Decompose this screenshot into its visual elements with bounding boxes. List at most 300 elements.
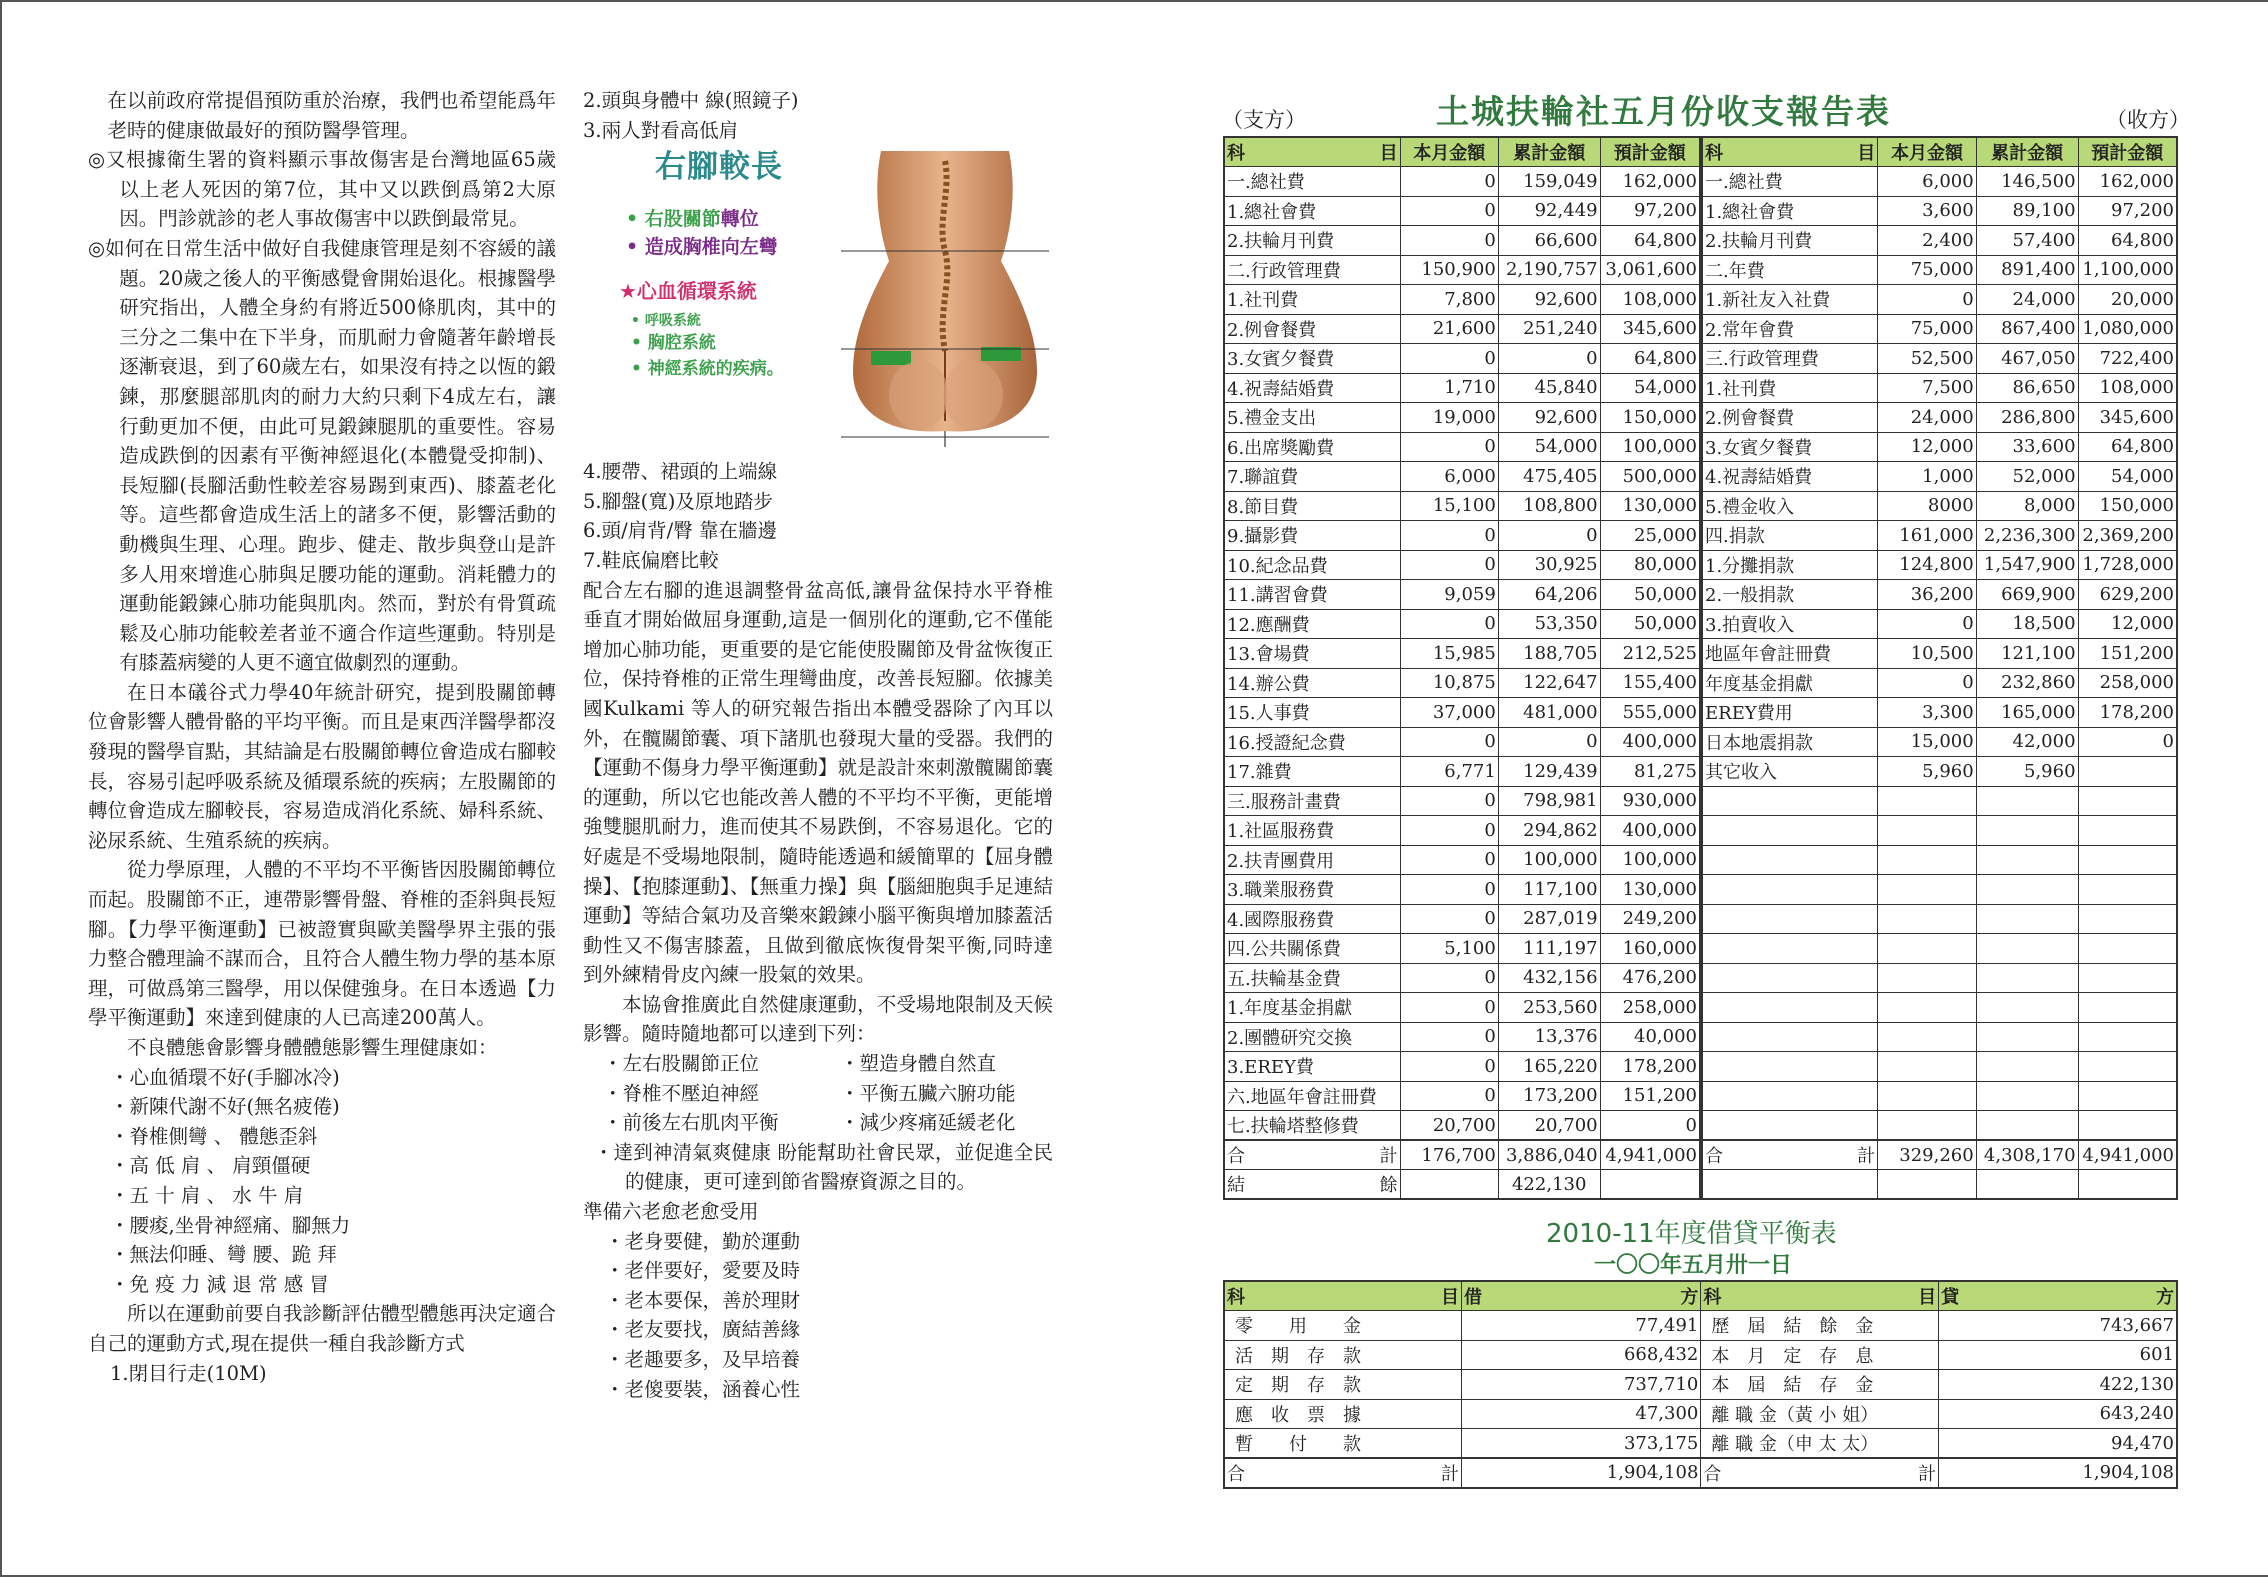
- income-cell: 345,600: [2078, 403, 2177, 433]
- income-cell: 0: [1878, 609, 1976, 639]
- income-cell: [1702, 934, 1878, 964]
- expense-cell: 0: [1400, 904, 1498, 934]
- income-cell: [2078, 816, 2177, 846]
- table-row: [1702, 167, 2177, 197]
- expense-cell: 475,405: [1498, 462, 1600, 492]
- income-cell: 52,000: [1976, 462, 2078, 492]
- income-cell: 三.行政管理費: [1702, 344, 1878, 374]
- table-row: [1224, 462, 1700, 492]
- income-cell: 8,000: [1976, 491, 2078, 521]
- expense-cell: 555,000: [1600, 698, 1700, 728]
- income-cell: [1976, 1022, 2078, 1052]
- article-column-1: [88, 86, 556, 1388]
- six-old-item: ・老身要健，勤於運動: [605, 1229, 801, 1253]
- bal-header-subject-left: 科 目: [1224, 1281, 1462, 1311]
- income-cell: 178,200: [2078, 698, 2177, 728]
- income-header-month: 本月金額: [1878, 137, 1976, 167]
- expense-cell: 7.聯誼費: [1224, 462, 1400, 492]
- table-row: [1224, 550, 1700, 580]
- table-row: [1224, 668, 1700, 698]
- expense-header-cum: 累計金額: [1498, 137, 1600, 167]
- expense-side-tag: （支方）: [1222, 108, 1306, 132]
- expense-cell: 50,000: [1600, 609, 1700, 639]
- income-cell: 108,000: [2078, 373, 2177, 403]
- expense-cell: 0: [1400, 226, 1498, 256]
- expense-cell: 10.紀念品費: [1224, 550, 1400, 580]
- leg-length-figure: [583, 149, 1053, 447]
- balance-sheet-cell: 離 職 金（申 太 太）: [1701, 1429, 1939, 1459]
- bal-total-debit: 1,904,108: [1462, 1458, 1701, 1488]
- expense-cell: 130,000: [1600, 491, 1700, 521]
- table-row: [1702, 432, 2177, 462]
- balance-sheet-cell: 643,240: [1939, 1399, 2177, 1429]
- income-cell: 57,400: [1976, 226, 2078, 256]
- expense-cell: 0: [1498, 521, 1600, 551]
- income-cell: 20,000: [2078, 285, 2177, 315]
- table-row: [1224, 167, 1700, 197]
- balance-sheet-total-row: [1224, 1458, 2177, 1488]
- table-row: [1702, 255, 2177, 285]
- income-cell: 2.常年會費: [1702, 314, 1878, 344]
- six-old-item: ・老趣要多，及早培養: [605, 1348, 801, 1371]
- expense-cell: 0: [1400, 727, 1498, 757]
- expense-cell: 11.講習會費: [1224, 580, 1400, 610]
- expense-cell: 81,275: [1600, 757, 1700, 787]
- income-cell: [2078, 875, 2177, 905]
- expense-cell: 20,700: [1400, 1111, 1498, 1141]
- income-cell: 2,369,200: [2078, 521, 2177, 551]
- balance-sheet-cell: 94,470: [1939, 1429, 2177, 1459]
- expense-cell: 151,200: [1600, 1081, 1700, 1111]
- income-cell: [1976, 934, 2078, 964]
- expense-cell: 165,220: [1498, 1052, 1600, 1082]
- table-row: [1224, 491, 1700, 521]
- income-header-subject: 科 目: [1702, 137, 1878, 167]
- income-cell: [1976, 1111, 2078, 1141]
- expense-total-budget: 4,941,000: [1600, 1140, 1700, 1170]
- income-cell: 24,000: [1878, 403, 1976, 433]
- expense-cell: 178,200: [1600, 1052, 1700, 1082]
- figure-title: 右腳較長: [655, 149, 783, 186]
- income-cell: 121,100: [1976, 639, 2078, 669]
- income-cell: 36,200: [1878, 580, 1976, 610]
- income-cell: 2.一般捐款: [1702, 580, 1878, 610]
- expense-cell: 三.服務計畫費: [1224, 786, 1400, 816]
- income-cell: 1.社刊費: [1702, 373, 1878, 403]
- expense-cell: 155,400: [1600, 668, 1700, 698]
- balance-sheet-cell: 暫 付 款: [1224, 1429, 1462, 1459]
- income-cell: [1702, 963, 1878, 993]
- expense-cell: 4.祝壽結婚費: [1224, 373, 1400, 403]
- table-row: [1224, 1081, 1700, 1111]
- table-row: [1224, 786, 1700, 816]
- income-cell: [1878, 963, 1976, 993]
- expense-cell: 4.國際服務費: [1224, 904, 1400, 934]
- expense-cell: 0: [1400, 1081, 1498, 1111]
- total-row: [1702, 1140, 2177, 1170]
- balance-sheet-cell: 47,300: [1462, 1399, 1701, 1429]
- expense-cell: 1.年度基金捐獻: [1224, 993, 1400, 1023]
- income-cell: 3.女賓夕餐費: [1702, 432, 1878, 462]
- table-row: [1224, 1022, 1700, 1052]
- income-cell: 0: [2078, 727, 2177, 757]
- balance-sheet-cell: 本 屆 結 存 金: [1701, 1370, 1939, 1400]
- figure-bullet-1: • 右股關節轉位: [626, 208, 759, 231]
- balance-row: [1702, 1170, 2177, 1200]
- table-row: [1702, 993, 2177, 1023]
- expense-cell: 294,862: [1498, 816, 1600, 846]
- income-cell: [1878, 934, 1976, 964]
- paragraph: 在日本礒谷式力學40年統計研究，提到股關節轉位會影響人體骨骼的平均平衡。而且是東西洋醫學都沒發現的醫學盲點，其結論是右股關節轉位會造成右腳較長，容易引起呼吸系統及循環系統的疾病；左股關節的轉位會造成左腳較長，容易造成消化系統、婦科系統、泌尿系統、生殖系統的疾病。: [88, 680, 557, 852]
- expense-cell: 45,840: [1498, 373, 1600, 403]
- paragraph: ◎如何在日常生活中做好自我健康管理是刻不容緩的議題。20歲之後人的平衡感覺會開始退化。根據醫學研究指出，人體全身約有將近500條肌肉，其中的三分之二集中在下半身，而肌耐力會隨著年齡增長逐漸衰退，到了60歲左右，如果沒有持之以恆的鍛鍊，那麼腿部肌肉的耐力大約只剩下4成左右，讓行動更加不便，由此可見鍛鍊腿肌的重要性。容易造成跌倒的因素有平衡神經退化(本體覺受抑制)、長短腳(長腳活動性較差容易踢到東西)、膝蓋老化等。這些都會造成生活上的諸多不便，影響活動的動機與生理、心理。跑步、健走、散步與登山是許多人用來增進心肺與足腰功能的運動。消耗體力的運動能鍛鍊心肺功能與肌肉。然而，對於有骨質疏鬆及心肺功能較差者並不適合作這些運動。特別是有膝蓋病變的人更不適宜做劇烈的運動。: [88, 236, 556, 675]
- expense-cell: 13.會場費: [1224, 639, 1400, 669]
- table-row: [1224, 875, 1700, 905]
- income-cell: [2078, 904, 2177, 934]
- expense-cell: 6,771: [1400, 757, 1498, 787]
- income-cell: 97,200: [2078, 196, 2177, 226]
- expense-cell: 0: [1498, 344, 1600, 374]
- balance-sheet-cell: 應 收 票 據: [1224, 1399, 1462, 1429]
- expense-cell: 150,900: [1400, 255, 1498, 285]
- expense-cell: 五.扶輪基金費: [1224, 963, 1400, 993]
- income-cell: [1702, 1111, 1878, 1141]
- bal-total-credit: 1,904,108: [1939, 1458, 2177, 1488]
- expense-cell: 30,925: [1498, 550, 1600, 580]
- income-cell: [1878, 993, 1976, 1023]
- paragraph: 不良體態會影響身體體態影響生理健康如：: [127, 1036, 498, 1059]
- expense-cell: 500,000: [1600, 462, 1700, 492]
- expense-cell: 173,200: [1498, 1081, 1600, 1111]
- income-cell: [1976, 845, 2078, 875]
- table-row: [1702, 727, 2177, 757]
- income-cell: [2078, 1081, 2177, 1111]
- income-cell: EREY費用: [1702, 698, 1878, 728]
- table-row: [1224, 963, 1700, 993]
- income-cell: 2.扶輪月刊費: [1702, 226, 1878, 256]
- paragraph: 配合左右腳的進退調整骨盆高低,讓骨盆保持水平脊椎垂直才開始做屈身運動,這是一個別化的運動,它不僅能增加心肺功能，更重要的是它能使股關節及骨盆恢復正位，保持脊椎的正常生理彎曲度，改善長短腳。依據美國Kulkami 等人的研究報告指出本體受器除了內耳以外，在髖關節囊、項下諸肌也發現大量的受器。我們的【運動不傷身力學平衡運動】就是設計來刺激髖關節囊的運動，所以它也能改善人體的不平均不平衡，更能增強雙腿肌耐力，進而使其不易跌倒，不容易退化。它的好處是不受場地限制，隨時能透過和緩簡單的【屈身體操】、【抱膝運動】、【無重力操】與【腦細胞與手足連結運動】等結合氣功及音樂來鍛鍊小腦平衡與增加膝蓋活動性又不傷害膝蓋，且做到徹底恢復骨架平衡,同時達到外練精骨皮內練一股氣的效果。: [583, 578, 1053, 987]
- income-cell: [1976, 963, 2078, 993]
- table-row: [1702, 1081, 2177, 1111]
- expense-cell: 二.行政管理費: [1224, 255, 1400, 285]
- table-row: [1224, 1111, 1700, 1141]
- table-row: [1702, 639, 2177, 669]
- expense-cell: 12.應酬費: [1224, 609, 1400, 639]
- income-cell: 86,650: [1976, 373, 2078, 403]
- table-row: [1702, 403, 2177, 433]
- expense-cell: 97,200: [1600, 196, 1700, 226]
- expense-cell: 80,000: [1600, 550, 1700, 580]
- income-cell: [1878, 845, 1976, 875]
- expense-surplus-cell: [1400, 1170, 1498, 1200]
- income-cell: 1,728,000: [2078, 550, 2177, 580]
- table-row: [1702, 904, 2177, 934]
- income-cell: 2.例會餐費: [1702, 403, 1878, 433]
- income-cell: 1.總社會費: [1702, 196, 1878, 226]
- expense-cell: 6.出席獎勵費: [1224, 432, 1400, 462]
- expense-cell: 40,000: [1600, 1022, 1700, 1052]
- table-row: [1702, 521, 2177, 551]
- benefit-pair: [583, 1108, 1053, 1138]
- table-row: [1224, 432, 1700, 462]
- table-row: [1702, 1052, 2177, 1082]
- income-cell: 891,400: [1976, 255, 2078, 285]
- income-cell: 8000: [1878, 491, 1976, 521]
- self-test-item: 6.頭/肩背/臀 靠在牆邊: [583, 519, 777, 543]
- expense-cell: 37,000: [1400, 698, 1498, 728]
- paragraph: ・免 疫 力 減 退 常 感 冒: [110, 1272, 329, 1296]
- expense-cell: 258,000: [1600, 993, 1700, 1023]
- income-cell: 7,500: [1878, 373, 1976, 403]
- income-cell: [1702, 1081, 1878, 1111]
- expense-cell: 150,000: [1600, 403, 1700, 433]
- expense-header-budget: 預計金額: [1600, 137, 1700, 167]
- table-row: [1702, 196, 2177, 226]
- income-cell: [1976, 786, 2078, 816]
- income-cell: 5,960: [1878, 757, 1976, 787]
- bal-header-subject-right: 科 目: [1701, 1281, 1939, 1311]
- table-row: [1224, 373, 1700, 403]
- income-cell: 地區年會註冊費: [1702, 639, 1878, 669]
- income-cell: 150,000: [2078, 491, 2177, 521]
- bal-total-label-right: 合 計: [1701, 1458, 1939, 1488]
- paragraph: 在以前政府常提倡預防重於治療，我們也希望能爲年老時的健康做最好的預防醫學管理。: [107, 89, 557, 142]
- expense-cell: 253,560: [1498, 993, 1600, 1023]
- expense-cell: 53,350: [1498, 609, 1600, 639]
- income-cell: 四.捐款: [1702, 521, 1878, 551]
- expense-cell: 5,100: [1400, 934, 1498, 964]
- self-test-item: 4.腰帶、裙頭的上端線: [583, 460, 778, 484]
- expense-cell: 5.禮金支出: [1224, 403, 1400, 433]
- balance-sheet-cell: 77,491: [1462, 1311, 1701, 1341]
- benefit-item: ・左右股關節正位: [603, 1052, 760, 1076]
- table-row: [1702, 609, 2177, 639]
- income-cell: 867,400: [1976, 314, 2078, 344]
- balance-sheet-cell: 零 用 金: [1224, 1311, 1462, 1341]
- expense-cell: 0: [1400, 609, 1498, 639]
- expense-cell: 0: [1600, 1111, 1700, 1141]
- expense-cell: 2.扶青團費用: [1224, 845, 1400, 875]
- income-cell: [1702, 1052, 1878, 1082]
- self-test-item: 5.腳盤(寬)及原地踏步: [583, 489, 773, 513]
- expense-header-subject: 科 目: [1224, 137, 1400, 167]
- expense-cell: 0: [1498, 727, 1600, 757]
- income-cell: [1878, 1111, 1976, 1141]
- table-row: [1702, 314, 2177, 344]
- expense-cell: 100,000: [1498, 845, 1600, 875]
- income-cell: [1878, 875, 1976, 905]
- figure-sub-3: • 神經系統的疾病。: [631, 359, 784, 380]
- benefit-item: ・達到神清氣爽健康 盼能幫助社會民眾，並促進全民的健康，更可達到節省醫療資源之目的。: [593, 1140, 1053, 1194]
- expense-cell: 9,059: [1400, 580, 1498, 610]
- income-total-label: 合 計: [1702, 1140, 1878, 1170]
- expense-cell: 七.扶輪塔整修費: [1224, 1111, 1400, 1141]
- income-cell: [2078, 845, 2177, 875]
- income-cell: [2078, 757, 2177, 787]
- expense-cell: 六.地區年會註冊費: [1224, 1081, 1400, 1111]
- income-surplus-label: [1702, 1170, 1878, 1200]
- expense-cell: 64,800: [1600, 344, 1700, 374]
- paragraph: ・新陳代謝不好(無名疲倦): [110, 1095, 340, 1119]
- income-cell: [1878, 904, 1976, 934]
- income-cell: 4.祝壽結婚費: [1702, 462, 1878, 492]
- table-row: [1702, 285, 2177, 315]
- expense-cell: 1,710: [1400, 373, 1498, 403]
- income-cell: 日本地震捐款: [1702, 727, 1878, 757]
- income-cell: 6,000: [1878, 167, 1976, 197]
- expense-cell: 54,000: [1498, 432, 1600, 462]
- paragraph: 本協會推廣此自然健康運動，不受場地限制及天候影響。隨時隨地都可以達到下列：: [583, 992, 1053, 1046]
- report-title: 土城扶輪社五月份收支報告表: [1436, 92, 1891, 131]
- income-cell: 75,000: [1878, 314, 1976, 344]
- paragraph: ・心血循環不好(手腳冰冷): [110, 1065, 340, 1089]
- balance-sheet-cell: 活 期 存 款: [1224, 1340, 1462, 1370]
- table-row: [1224, 285, 1700, 315]
- expense-table: [1223, 136, 1701, 1200]
- expense-cell: 0: [1400, 432, 1498, 462]
- expense-cell: 0: [1400, 1052, 1498, 1082]
- balance-sheet-cell: 422,130: [1939, 1370, 2177, 1400]
- income-cell: 12,000: [2078, 609, 2177, 639]
- income-surplus-cell: [1976, 1170, 2078, 1200]
- income-cell: [1702, 786, 1878, 816]
- income-cell: 24,000: [1976, 285, 2078, 315]
- six-old-item: ・老伴要好，愛要及時: [605, 1259, 801, 1283]
- table-row: [1224, 403, 1700, 433]
- expense-cell: 一.總社費: [1224, 167, 1400, 197]
- table-row: [1224, 757, 1700, 787]
- expense-cell: 3.女賓夕餐費: [1224, 344, 1400, 374]
- income-cell: 162,000: [2078, 167, 2177, 197]
- expense-total-month: 176,700: [1400, 1140, 1498, 1170]
- benefit-pair: [583, 1079, 1053, 1109]
- income-cell: 1,100,000: [2078, 255, 2177, 285]
- expense-cell: 0: [1400, 196, 1498, 226]
- income-cell: [1702, 845, 1878, 875]
- paragraph: 1.閉目行走(10M): [110, 1361, 267, 1385]
- expense-cell: 64,206: [1498, 580, 1600, 610]
- benefit-item: ・減少疼痛延緩老化: [840, 1111, 1016, 1135]
- table-row: [1702, 875, 2177, 905]
- expense-cell: 0: [1400, 521, 1498, 551]
- income-cell: 1,547,900: [1976, 550, 2078, 580]
- expense-cell: 92,600: [1498, 285, 1600, 315]
- expense-header-month: 本月金額: [1400, 137, 1498, 167]
- income-cell: 3,600: [1878, 196, 1976, 226]
- table-row: [1224, 255, 1700, 285]
- income-cell: 2,400: [1878, 226, 1976, 256]
- income-cell: 1.分攤捐款: [1702, 550, 1878, 580]
- expense-cell: 0: [1400, 1022, 1498, 1052]
- balance-sheet-row: [1224, 1370, 2177, 1400]
- income-cell: 629,200: [2078, 580, 2177, 610]
- benefit-item: ・平衡五臟六腑功能: [840, 1081, 1016, 1105]
- expense-cell: 162,000: [1600, 167, 1700, 197]
- expense-cell: 2.團體研究交換: [1224, 1022, 1400, 1052]
- income-cell: [1702, 904, 1878, 934]
- expense-cell: 0: [1400, 167, 1498, 197]
- table-row: [1702, 580, 2177, 610]
- expense-cell: 3.職業服務費: [1224, 875, 1400, 905]
- expense-cell: 1.總社會費: [1224, 196, 1400, 226]
- expense-cell: 100,000: [1600, 845, 1700, 875]
- expense-cell: 287,019: [1498, 904, 1600, 934]
- expense-cell: 54,000: [1600, 373, 1700, 403]
- balance-sheet-cell: 歷 屆 結 餘 金: [1701, 1311, 1939, 1341]
- income-cell: 3,300: [1878, 698, 1976, 728]
- table-row: [1224, 727, 1700, 757]
- figure-bullet-2: • 造成胸椎向左彎: [626, 236, 778, 259]
- expense-cell: 3.EREY費: [1224, 1052, 1400, 1082]
- table-row: [1224, 609, 1700, 639]
- six-old-item: ・老本要保，善於理財: [605, 1288, 801, 1312]
- self-test-item: 3.兩人對看高低肩: [583, 118, 739, 142]
- expense-cell: 四.公共關係費: [1224, 934, 1400, 964]
- income-cell: 232,860: [1976, 668, 2078, 698]
- income-cell: 52,500: [1878, 344, 1976, 374]
- paragraph: ・脊椎側彎 、 體態歪斜: [110, 1124, 318, 1148]
- table-row: [1702, 963, 2177, 993]
- income-cell: 12,000: [1878, 432, 1976, 462]
- expense-cell: 0: [1400, 875, 1498, 905]
- income-header-budget: 預計金額: [2078, 137, 2177, 167]
- income-cell: 286,800: [1976, 403, 2078, 433]
- income-cell: 2,236,300: [1976, 521, 2078, 551]
- bal-total-label-left: 合 計: [1224, 1458, 1462, 1488]
- expense-cell: 25,000: [1600, 521, 1700, 551]
- expense-surplus-cell: [1600, 1170, 1700, 1200]
- income-cell: 0: [1878, 285, 1976, 315]
- paragraph: ◎又根據衛生署的資料顯示事故傷害是台灣地區65歲以上老人死因的第7位，其中又以跌倒爲第2大原因。門診就診的老人事故傷害中以跌倒最常見。: [88, 148, 556, 231]
- expense-cell: 0: [1400, 344, 1498, 374]
- expense-cell: 1.社刊費: [1224, 285, 1400, 315]
- income-cell: [1702, 875, 1878, 905]
- expense-cell: 10,875: [1400, 668, 1498, 698]
- paragraph: ・腰痠,坐骨神經痛、腳無力: [110, 1213, 351, 1237]
- figure-sub-2: • 胸腔系統: [631, 333, 716, 354]
- balance-sheet-row: [1224, 1399, 2177, 1429]
- income-cell: [1976, 993, 2078, 1023]
- income-cell: [1878, 1022, 1976, 1052]
- expense-total-label: 合 計: [1224, 1140, 1400, 1170]
- expense-cell: 19,000: [1400, 403, 1498, 433]
- income-cell: 75,000: [1878, 255, 1976, 285]
- table-row: [1224, 904, 1700, 934]
- expense-cell: 108,000: [1600, 285, 1700, 315]
- income-cell: 146,500: [1976, 167, 2078, 197]
- income-cell: 5,960: [1976, 757, 2078, 787]
- income-cell: [1976, 1052, 2078, 1082]
- expense-cell: 13,376: [1498, 1022, 1600, 1052]
- income-total-budget: 4,941,000: [2078, 1140, 2177, 1170]
- table-row: [1702, 845, 2177, 875]
- expense-cell: 212,525: [1600, 639, 1700, 669]
- paragraph: 準備六老愈老愈受用: [583, 1200, 759, 1224]
- expense-cell: 15,100: [1400, 491, 1498, 521]
- table-row: [1224, 698, 1700, 728]
- table-row: [1224, 196, 1700, 226]
- expense-cell: 400,000: [1600, 816, 1700, 846]
- table-row: [1224, 344, 1700, 374]
- balance-sheet-row: [1224, 1340, 2177, 1370]
- expense-cell: 15.人事費: [1224, 698, 1400, 728]
- table-row: [1224, 521, 1700, 551]
- income-cell: 0: [1878, 668, 1976, 698]
- expense-surplus-label: 結 餘: [1224, 1170, 1400, 1200]
- self-test-item: 7.鞋底偏磨比較: [583, 548, 719, 572]
- expense-cell: 21,600: [1400, 314, 1498, 344]
- table-row: [1224, 993, 1700, 1023]
